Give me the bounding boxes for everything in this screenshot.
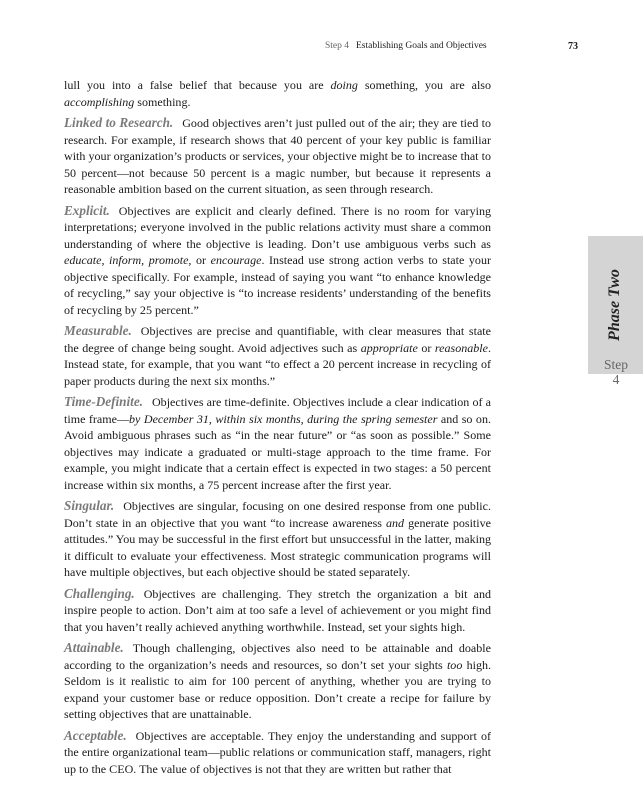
- text-run: something.: [134, 94, 191, 109]
- paragraph-attainable: [64, 640, 491, 723]
- paragraph-singular: [64, 498, 491, 581]
- run-in-heading: Singular.: [64, 498, 115, 513]
- paragraph-acceptable: [64, 728, 491, 778]
- run-in-heading: Challenging.: [64, 585, 135, 601]
- paragraph-challenging: [64, 586, 491, 636]
- running-head-step: Step 4: [325, 41, 350, 51]
- run-in-heading: Time-Definite.: [64, 394, 143, 409]
- text-run: lull you into a false belief that because you are: [64, 78, 331, 92]
- text-run: or: [417, 340, 435, 355]
- emphasis: reasonable: [434, 340, 488, 355]
- step-word: Step: [603, 357, 628, 372]
- page-number: 73: [568, 41, 578, 52]
- run-in-heading: Acceptable.: [64, 727, 127, 743]
- text-run: . Instead use strong action verbs to state your objective specifically. For example, instead of saying you want “to enhance knowledge of recycling,” say your objective is “to increase residents’ understanding of the benefits of recycling by 25 percent.”: [64, 253, 491, 317]
- run-in-heading: Explicit.: [64, 202, 110, 218]
- text-run: and so on. Avoid ambiguous phrases such as “in the near future” or “as soon as possible.” Some objectives may indicate a graduated or multi-stage approach to the time frame. For example, you might indicate that a certain effect is expected in two stages: a 50 percent increase within six months, a 75 percent increase after the first year.: [64, 411, 491, 492]
- text-run: . Instead state, for example, that you want “to effect a 20 percent increase in recycling of paper products during the next six months.”: [64, 340, 492, 388]
- emphasis: too: [446, 657, 463, 672]
- emphasis: and: [386, 515, 405, 530]
- body-text: [64, 77, 491, 782]
- emphasis: accomplishing: [64, 94, 135, 109]
- text-run: Though challenging, objectives also need to be attainable and doable according to the organization’s needs and resources, so don’t set your sights: [64, 641, 491, 672]
- paragraph-continuation: [64, 77, 491, 110]
- emphasis: appropriate: [360, 340, 418, 355]
- text-run: generate positive attitudes.” You may be successful in the first effort but unsuccessful in the latter, making it difficult to evaluate your effectiveness. Most strategic communication programs will have multiple objectives, but each objective should be stated separately.: [64, 515, 492, 579]
- text-run: Objectives are precise and quantifiable, with clear measures that state the degree of change being sought. Avoid adjectives such as: [64, 324, 491, 355]
- paragraph-measurable: [64, 323, 491, 389]
- text-run: high. Seldom is it realistic to aim for 100 percent of anything, whether you are trying to expand your customer base or reduce opposition. Don’t create a recipe for failure by setting objectives that are unattainable.: [64, 657, 491, 721]
- run-in-heading: Attainable.: [64, 640, 124, 655]
- run-in-heading: Linked to Research.: [64, 115, 174, 130]
- step-marker: [598, 357, 634, 387]
- step-number: 4: [612, 372, 620, 387]
- paragraph-time-definite: [64, 394, 491, 493]
- emphasis: doing: [330, 78, 358, 92]
- running-head-title: Establishing Goals and Objectives: [356, 41, 487, 51]
- text-run: Objectives are explicit and clearly defined. There is no room for varying interpretations; everyone involved in the public relations activity must share a common understanding of where the objective is leading. Don’t use ambiguous verbs such as: [64, 203, 491, 251]
- text-run: Objectives are acceptable. They enjoy the understanding and support of the entire organizational team—public relations or communication staff, managers, right up to the CEO. The value of objectives is not that they are written but rather that: [64, 728, 491, 776]
- run-in-heading: Measurable.: [64, 323, 132, 338]
- text-run: Objectives are challenging. They stretch the organization a bit and inspire people to action. Don’t aim at too safe a level of achievement or you might find that you haven’t really achieved anything worthwhile. Instead, set your sights high.: [64, 586, 491, 634]
- phase-label: Phase Two: [606, 269, 623, 341]
- text-run: Objectives are time-definite. Objectives include a clear indication of a time frame—: [64, 395, 491, 426]
- text-run: or: [191, 253, 211, 267]
- paragraph-explicit: [64, 203, 491, 319]
- emphasis: by December 31, within six months, during the spring semester: [129, 411, 438, 426]
- running-head: [0, 41, 643, 55]
- text-run: Good objectives aren’t just pulled out of the air; they are tied to research. For example, if research shows that 40 percent of your key public is familiar with your organization’s products or services, your objective might be to increase that to 50 percent—not because 50 percent is a magic number, but because it represents a reasonable ambition based on the current situation, as seen through research.: [64, 116, 491, 196]
- phase-tab: [588, 236, 643, 374]
- emphasis: encourage: [210, 253, 262, 267]
- text-run: Objectives are singular, focusing on one desired response from one public. Don’t state in an objective that you want “to increase awareness: [64, 499, 491, 530]
- paragraph-linked-to-research: [64, 115, 491, 198]
- emphasis: educate, inform, promote,: [64, 253, 192, 267]
- text-run: something, you are also: [357, 78, 491, 92]
